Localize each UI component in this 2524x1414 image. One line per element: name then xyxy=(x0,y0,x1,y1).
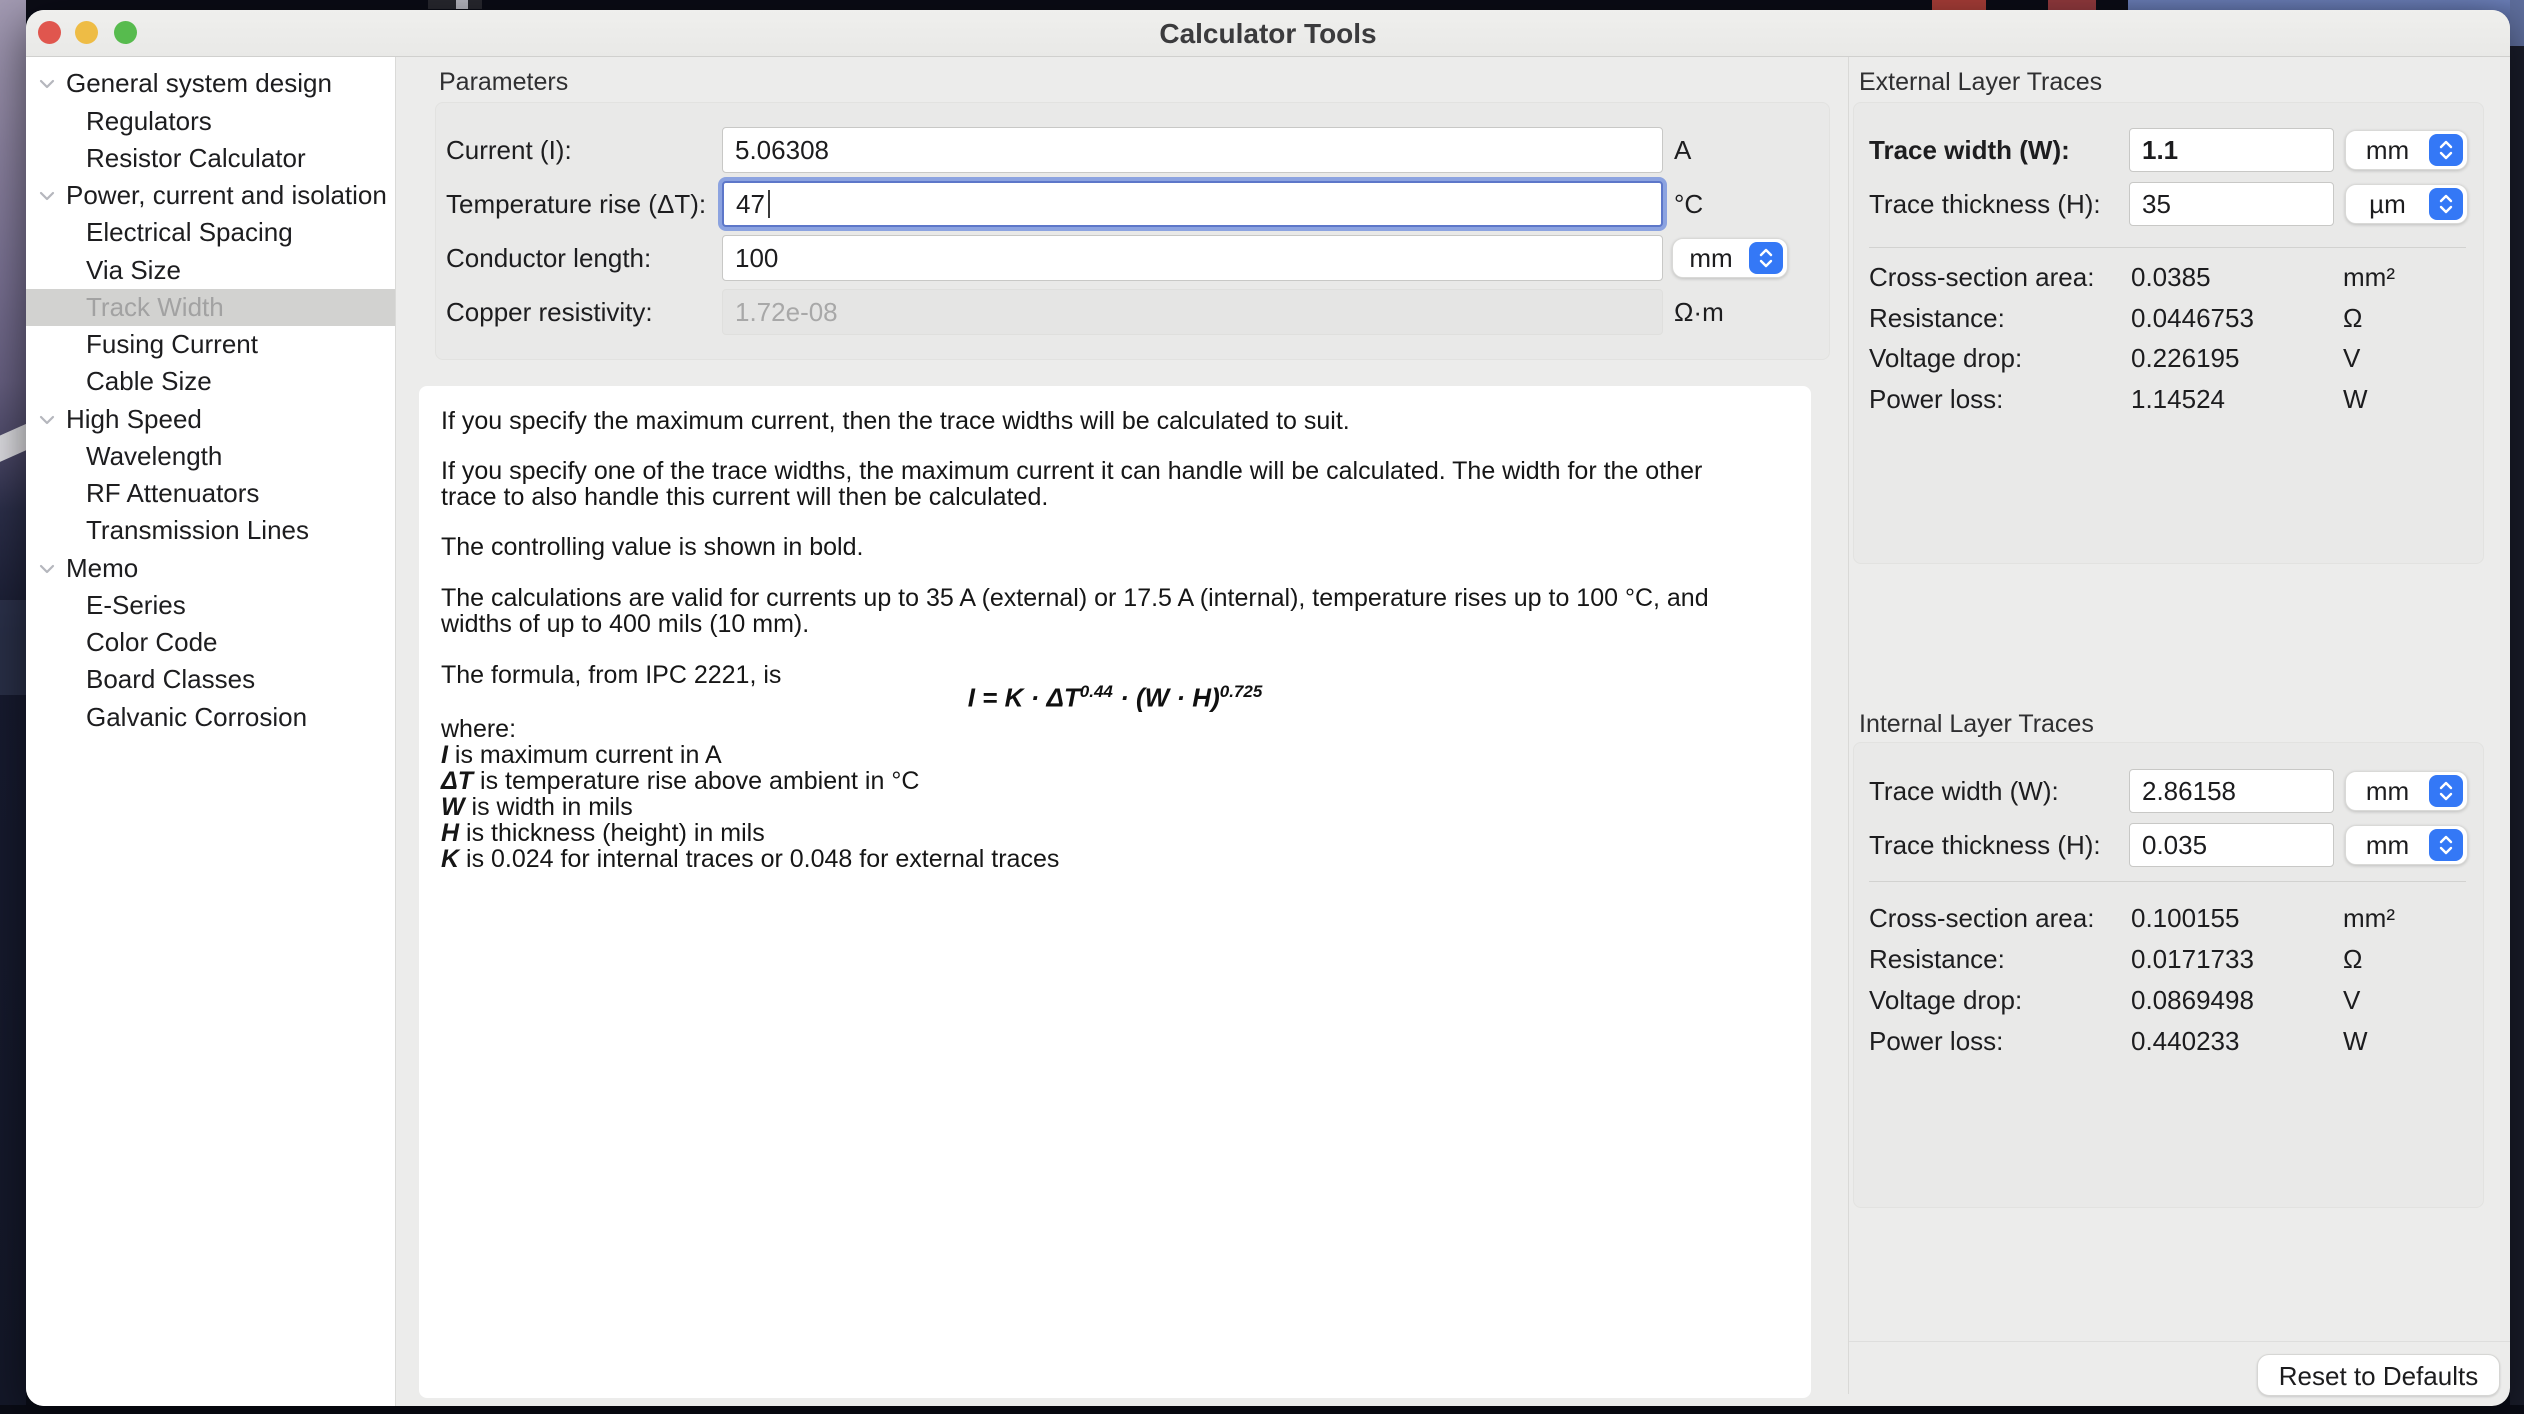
current-label: Current (I): xyxy=(446,135,572,165)
text-caret xyxy=(768,190,770,218)
copper-resistivity-unit-label: Ω·m xyxy=(1674,297,1724,327)
external-trace-thickness-input[interactable] xyxy=(2129,182,2334,226)
sidebar-item-label: High Speed xyxy=(66,404,202,434)
copper-resistivity-label: Copper resistivity: xyxy=(446,297,653,327)
sidebar-item-label: Galvanic Corrosion xyxy=(86,702,308,732)
sidebar-item-via-size[interactable] xyxy=(26,252,395,289)
internal-results-separator xyxy=(1869,881,2466,882)
internal-trace-width-label: Trace width (W): xyxy=(1869,776,2059,806)
stepper-icon xyxy=(2429,829,2463,861)
internal-power-loss-label: Power loss: xyxy=(1869,1026,2004,1056)
ipc2221-formula: $I = K \cdot \Delta T^{0.44} \cdot (W \cdot H)^{0.725}$ xyxy=(967,682,1263,713)
desktop-background-patch xyxy=(0,600,26,695)
sidebar-item-memo[interactable] xyxy=(26,550,395,587)
help-line: The formula, from IPC 2221, is xyxy=(441,661,782,689)
footer-divider xyxy=(1849,1341,2510,1342)
internal-trace-thickness-label: Trace thickness (H): xyxy=(1869,830,2101,860)
sidebar-item-rf-attenuators[interactable] xyxy=(26,475,395,512)
external-area-label: Cross-section area: xyxy=(1869,262,2095,292)
chevron-down-icon[interactable] xyxy=(36,558,58,580)
stepper-icon xyxy=(2429,775,2463,807)
external-voltage-drop-label: Voltage drop: xyxy=(1869,343,2023,373)
desktop-background-tab xyxy=(428,0,482,9)
external-results-separator xyxy=(1869,247,2466,248)
external-trace-width-field xyxy=(2129,128,2334,172)
internal-voltage-drop-label: Voltage drop: xyxy=(1869,985,2023,1015)
conductor-length-label: Conductor length: xyxy=(446,243,652,273)
external-resistance-unit: Ω xyxy=(2343,303,2363,333)
sidebar-item-label: Wavelength xyxy=(86,441,223,471)
external-trace-thickness-field xyxy=(2129,182,2334,226)
temperature-rise-input[interactable] xyxy=(722,181,1663,227)
sidebar-item-label: Memo xyxy=(66,553,139,583)
current-row xyxy=(446,126,1946,174)
chevron-down-icon[interactable] xyxy=(36,409,58,431)
internal-area-value: 0.100155 xyxy=(2131,903,2240,933)
help-line: If you specify the maximum current, then the trace widths will be calculated to suit. xyxy=(441,407,1350,435)
external-trace-thickness-unit-select[interactable] xyxy=(2345,184,2468,224)
internal-voltage-drop-value: 0.0869498 xyxy=(2131,985,2254,1015)
sidebar-item-transmission-lines[interactable] xyxy=(26,512,395,549)
sidebar-item-label: RF Attenuators xyxy=(86,478,260,508)
external-resistance-value: 0.0446753 xyxy=(2131,303,2254,333)
conductor-length-row xyxy=(446,234,1946,282)
desktop-background-right-top xyxy=(2510,0,2524,46)
current-input[interactable] xyxy=(722,127,1663,173)
internal-trace-thickness-field xyxy=(2129,823,2334,867)
external-trace-width-input[interactable] xyxy=(2129,128,2334,172)
window-title: Calculator Tools xyxy=(1159,18,1377,49)
temperature-rise-label: Temperature rise (ΔT): xyxy=(446,189,707,219)
internal-voltage-drop-unit: V xyxy=(2343,985,2361,1015)
internal-trace-thickness-input[interactable] xyxy=(2129,823,2334,867)
sidebar-item-label: Regulators xyxy=(86,106,212,136)
internal-area-unit: mm² xyxy=(2343,903,2395,933)
external-resistance-label: Resistance: xyxy=(1869,303,2005,333)
calculator-tree-sidebar xyxy=(26,57,396,1406)
internal-resistance-value: 0.0171733 xyxy=(2131,944,2254,974)
external-area-unit: mm² xyxy=(2343,262,2395,292)
sidebar-item-e-series[interactable] xyxy=(26,587,395,624)
external-voltage-drop-unit: V xyxy=(2343,343,2361,373)
sidebar-item-galvanic-corrosion[interactable] xyxy=(26,699,395,736)
external-power-loss-value: 1.14524 xyxy=(2131,384,2225,414)
stepper-icon xyxy=(2429,188,2463,220)
selected-unit: mm xyxy=(1689,242,1733,273)
chevron-down-icon[interactable] xyxy=(36,73,58,95)
sidebar-item-regulators[interactable] xyxy=(26,103,395,140)
chevron-down-icon[interactable] xyxy=(36,185,58,207)
external-power-loss-label: Power loss: xyxy=(1869,384,2004,414)
internal-trace-width-field xyxy=(2129,769,2334,813)
internal-traces-section-label: Internal Layer Traces xyxy=(1859,710,2094,738)
help-line: The controlling value is shown in bold. xyxy=(441,533,864,561)
title-bar[interactable] xyxy=(26,10,2510,57)
sidebar-item-track-width[interactable] xyxy=(26,289,395,326)
selected-unit: µm xyxy=(2369,188,2406,219)
help-line: If you specify one of the trace widths, the maximum current it can handle will be calculated. The width for the other trace to also handle this current will then be calculated. xyxy=(441,457,1703,511)
sidebar-item-wavelength[interactable] xyxy=(26,438,395,475)
selected-unit: mm xyxy=(2365,775,2410,806)
sidebar-item-label: Board Classes xyxy=(86,664,256,694)
sidebar-item-label: Cable Size xyxy=(86,366,212,396)
temperature-rise-unit-label: °C xyxy=(1674,189,1704,219)
calculator-tools-window xyxy=(26,10,2510,1406)
external-power-loss-unit: W xyxy=(2343,384,2368,414)
desktop-background-bottom xyxy=(0,1405,2524,1414)
internal-trace-width-input[interactable] xyxy=(2129,769,2334,813)
sidebar-item-label: E-Series xyxy=(86,590,186,620)
sidebar-item-label: Electrical Spacing xyxy=(86,217,293,247)
external-voltage-drop-value: 0.226195 xyxy=(2131,343,2240,373)
stepper-icon xyxy=(1749,242,1783,274)
sidebar-item-label: Color Code xyxy=(86,627,218,657)
external-trace-width-unit-select[interactable] xyxy=(2345,130,2468,170)
temperature-rise-row xyxy=(446,180,1946,228)
conductor-length-unit-select[interactable] xyxy=(1672,238,1788,278)
external-area-value: 0.0385 xyxy=(2131,262,2211,292)
sidebar-item-label: Resistor Calculator xyxy=(86,143,306,173)
sidebar-item-label: Via Size xyxy=(86,255,181,285)
internal-power-loss-value: 0.440233 xyxy=(2131,1026,2240,1056)
external-trace-thickness-label: Trace thickness (H): xyxy=(1869,189,2101,219)
sidebar-item-label: Fusing Current xyxy=(86,329,258,359)
internal-resistance-unit: Ω xyxy=(2343,944,2363,974)
sidebar-item-electrical-spacing[interactable] xyxy=(26,214,395,251)
external-trace-width-label: Trace width (W): xyxy=(1869,135,2070,165)
internal-trace-width-unit-select[interactable] xyxy=(2345,771,2468,811)
sidebar-item-high-speed[interactable] xyxy=(26,401,395,438)
external-traces-section-label: External Layer Traces xyxy=(1859,68,2103,96)
sidebar-item-fusing-current[interactable] xyxy=(26,326,395,363)
selected-unit: mm xyxy=(2365,134,2410,165)
sidebar-item-color-code[interactable] xyxy=(26,624,395,661)
desktop-background-right xyxy=(2510,0,2524,1414)
stepper-icon xyxy=(2429,134,2463,166)
sidebar-item-label: Power, current and isolation xyxy=(66,180,387,210)
selected-unit: mm xyxy=(2365,829,2410,860)
conductor-length-input[interactable] xyxy=(722,235,1663,281)
current-unit-label: A xyxy=(1674,135,1692,165)
internal-area-label: Cross-section area: xyxy=(1869,903,2095,933)
internal-trace-thickness-unit-select[interactable] xyxy=(2345,825,2468,865)
sidebar-item-general-system-design[interactable] xyxy=(26,65,395,102)
sidebar-item-label: Track Width xyxy=(86,292,224,322)
desktop-background-tab-highlight xyxy=(456,0,468,9)
sidebar-item-label: Transmission Lines xyxy=(86,515,310,545)
desktop-background-left xyxy=(0,0,26,1414)
sidebar-item-resistor-calculator[interactable] xyxy=(26,140,395,177)
sidebar-item-board-classes[interactable] xyxy=(26,661,395,698)
parameters-section-label: Parameters xyxy=(439,68,569,96)
formula-legend: where: I is maximum current in A ΔT is temperature rise above ambient in °C W is width in mils H is thickness (height) in mils K is 0.024 for internal traces or 0.048 for external traces xyxy=(441,715,1060,873)
internal-resistance-label: Resistance: xyxy=(1869,944,2005,974)
help-line: The calculations are valid for currents up to 35 A (external) or 17.5 A (internal), temperature rises up to 100 °C, and widths of up to 400 mils (10 mm). xyxy=(441,584,1709,638)
sidebar-item-cable-size[interactable] xyxy=(26,363,395,400)
help-text-panel xyxy=(419,386,1811,1398)
sidebar-item-power-current-and-isolation[interactable] xyxy=(26,177,395,214)
reset-to-defaults-button[interactable]: Reset to Defaults xyxy=(2257,1354,2500,1396)
sidebar-item-label: General system design xyxy=(66,68,332,98)
copper-resistivity-row xyxy=(446,288,1946,336)
copper-resistivity-input xyxy=(722,289,1663,335)
internal-power-loss-unit: W xyxy=(2343,1026,2368,1056)
